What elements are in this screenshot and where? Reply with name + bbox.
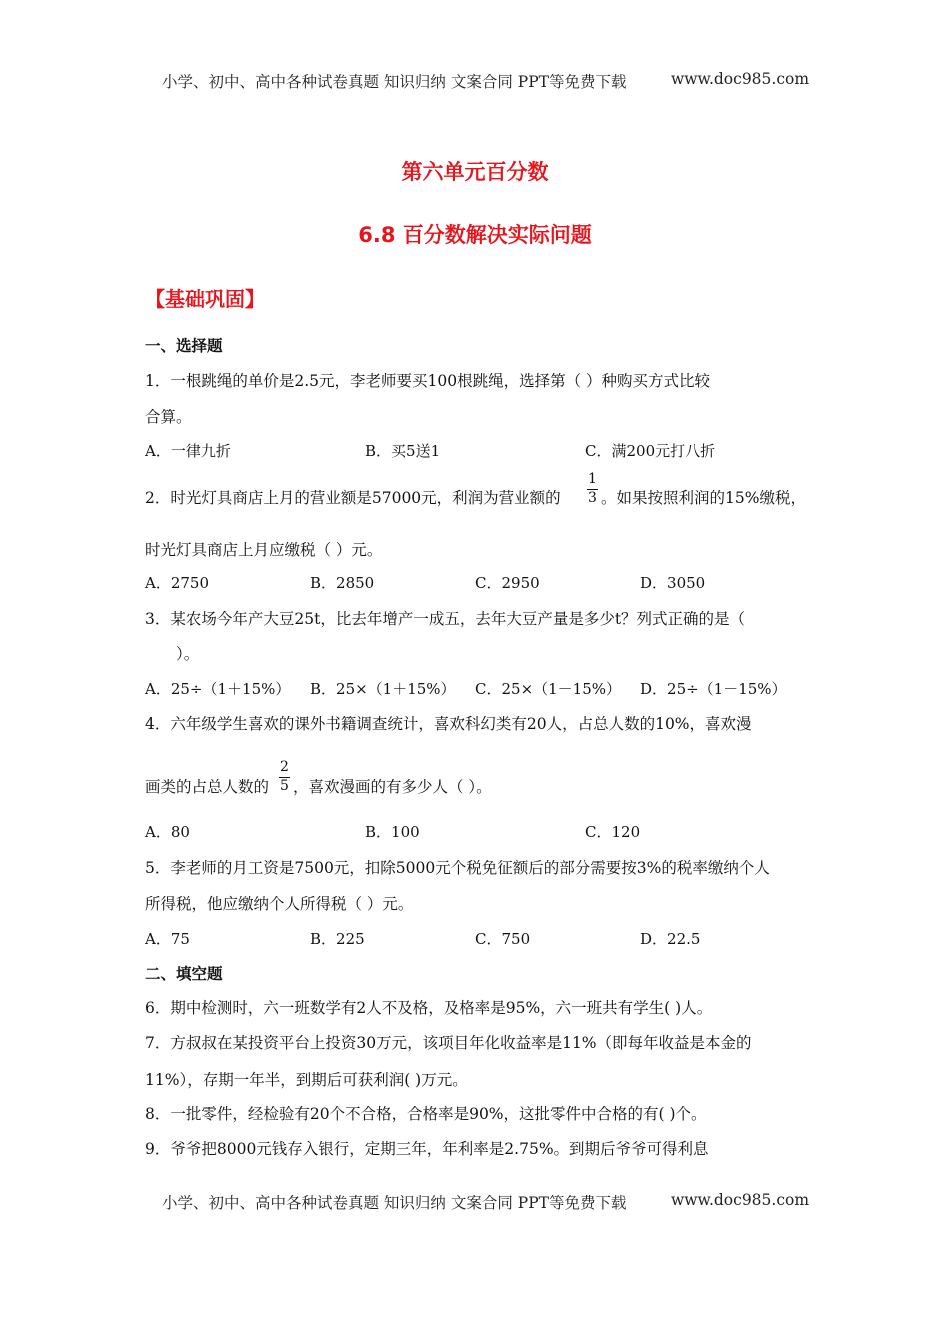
q2-option-b: B．2850 (310, 574, 375, 592)
q9-text: 9．爷爷把8000元钱存入银行，定期三年，年利率是2.75%。到期后爷爷可得利息 (145, 1140, 709, 1158)
q4-option-c: C．120 (585, 823, 641, 841)
unit-title: 第六单元百分数 (401, 160, 549, 184)
header-site: www.doc985.com (671, 70, 810, 88)
q3-line2: ）。 (176, 645, 200, 663)
q1-option-c: C．满200元打八折 (585, 442, 716, 460)
q3-option-b: B．25×（1＋15%） (310, 680, 456, 698)
q6-text: 6．期中检测时，六一班数学有2人不及格，及格率是95%，六一班共有学生( )人。 (145, 999, 713, 1017)
q4-line1: 4．六年级学生喜欢的课外书籍调查统计，喜欢科幻类有20人，占总人数的10%，喜欢漫 (145, 715, 752, 733)
q7-line2: 11%），存期一年半，到期后可获利润( )万元。 (145, 1071, 468, 1089)
q4-line2b: ，喜欢漫画的有多少人（ ）。 (293, 778, 492, 796)
q3-option-a: A．25÷（1＋15%） (145, 680, 291, 698)
q1-line2: 合算。 (145, 408, 192, 426)
q3-option-d: D．25÷（1－15%） (640, 680, 787, 698)
q3-option-c: C．25×（1－15%） (475, 680, 622, 698)
q5-option-c: C．750 (475, 930, 531, 948)
footer-site: www.doc985.com (671, 1191, 810, 1209)
q5-line2: 所得税，他应缴纳个人所得税（ ）元。 (145, 895, 414, 913)
header-text: 小学、初中、高中各种试卷真题 知识归纳 文案合同 PPT等免费下载 (162, 73, 627, 91)
q2-option-d: D．3050 (640, 574, 706, 592)
q2-line1a: 2．时光灯具商店上月的营业额是57000元，利润为营业额的 (145, 489, 561, 507)
q4-option-a: A．80 (145, 823, 190, 841)
lesson-title: 6.8 百分数解决实际问题 (358, 223, 592, 247)
footer-text: 小学、初中、高中各种试卷真题 知识归纳 文案合同 PPT等免费下载 (162, 1194, 627, 1212)
q1-option-a: A．一律九折 (145, 442, 231, 460)
q4-line2a: 画类的占总人数的 (145, 778, 270, 796)
q5-line1: 5．李老师的月工资是7500元，扣除5000元个税免征额后的部分需要按3%的税率缴纳个人 (145, 859, 770, 877)
q7-line1: 7．方叔叔在某投资平台上投资30万元，该项目年化收益率是11%（即每年收益是本金的 (145, 1034, 752, 1052)
q4-frac-num: 2 (280, 759, 289, 775)
q5-option-d: D．22.5 (640, 930, 701, 948)
q4-option-b: B．100 (365, 823, 420, 841)
q2-frac-den: 3 (588, 490, 597, 506)
q1-option-b: B．买5送1 (365, 442, 441, 460)
q4-fraction (279, 760, 290, 794)
q2-option-a: A．2750 (145, 574, 210, 592)
section-tag: 【基础巩固】 (145, 287, 265, 311)
q5-option-a: A．75 (145, 930, 190, 948)
q2-fraction (587, 472, 598, 506)
q5-option-b: B．225 (310, 930, 365, 948)
q4-frac-den: 5 (280, 778, 289, 794)
q2-line2: 时光灯具商店上月应缴税（ ）元。 (145, 541, 383, 559)
part2-heading: 二、填空题 (145, 965, 223, 983)
q3-line1: 3．某农场今年产大豆25t，比去年增产一成五，去年大豆产量是多少t？列式正确的是（ (145, 610, 746, 628)
part1-heading: 一、选择题 (145, 337, 223, 355)
q2-frac-num: 1 (588, 471, 597, 487)
q1-line1: 1．一根跳绳的单价是2.5元，李老师要买100根跳绳，选择第（ ）种购买方式比较 (145, 372, 711, 390)
q2-option-c: C．2950 (475, 574, 540, 592)
q2-line1b: 。如果按照利润的15%缴税， (601, 489, 806, 507)
q8-text: 8．一批零件，经检验有20个不合格，合格率是90%，这批零件中合格的有( )个。 (145, 1105, 707, 1123)
